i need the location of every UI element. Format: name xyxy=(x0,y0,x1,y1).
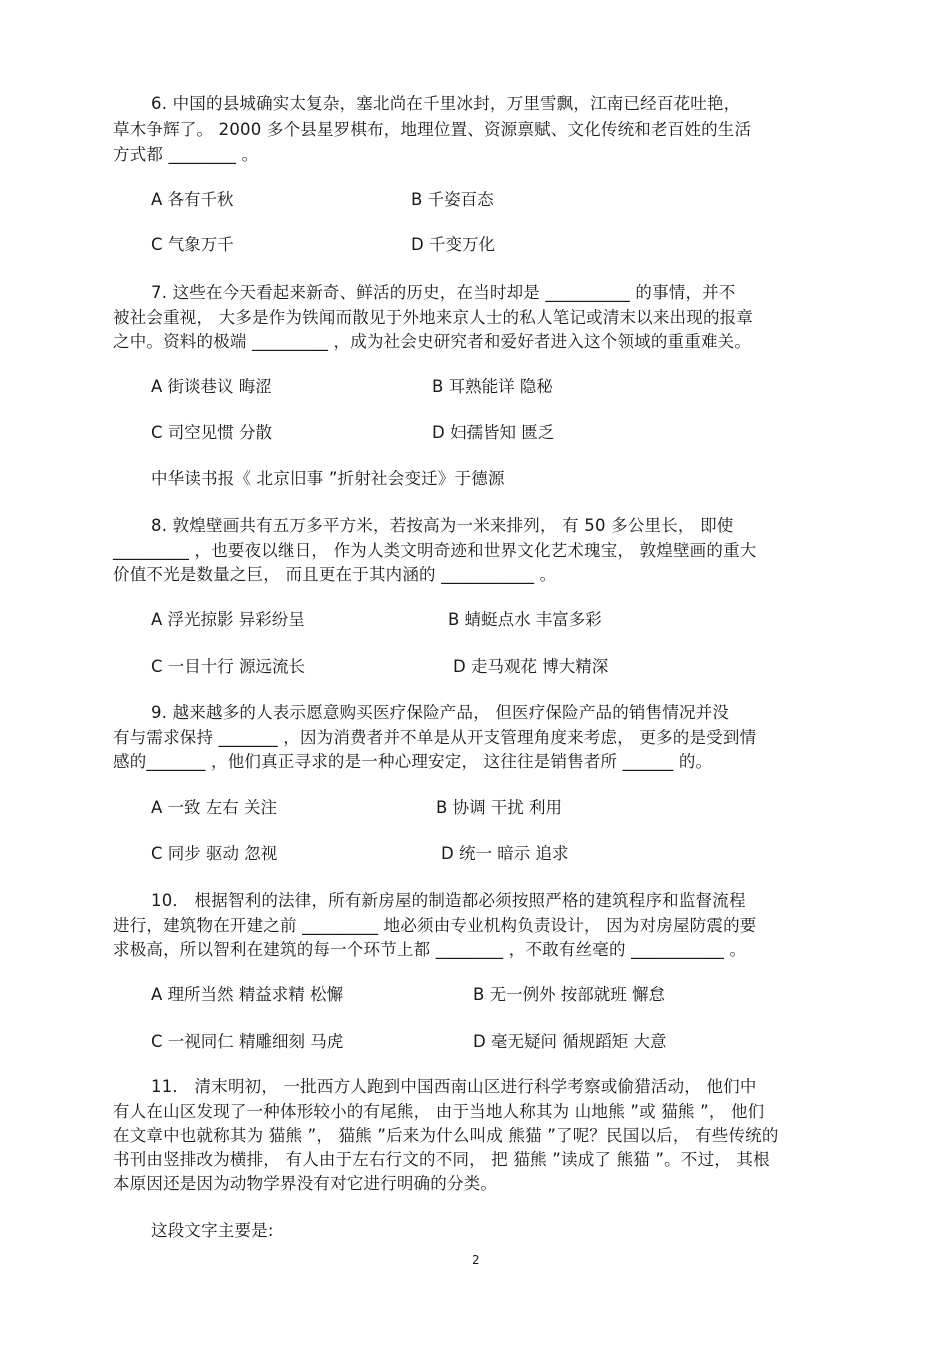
q9-line-1: 9. 越来越多的人表示愿意购买医疗保险产品， 但医疗保险产品的销售情况并没 xyxy=(151,703,730,722)
q7-source: 中华读书报《 北京旧事 ”折射社会变迁》于德源 xyxy=(151,469,505,488)
q9-line-3: 感的_______ ，他们真正寻求的是一种心理安定， 这往往是销售者所 ______ 的。 xyxy=(113,752,713,771)
q9-option-a: A 一致 左右 关注 xyxy=(151,798,278,817)
q6-option-b: B 千姿百态 xyxy=(411,190,494,209)
q8-line-3: 价值不光是数量之巨， 而且更在于其内涵的 ___________ 。 xyxy=(113,565,557,584)
q8-option-c: C 一目十行 源远流长 xyxy=(151,657,306,676)
q11-line-5: 本原因还是因为动物学界没有对它进行明确的分类。 xyxy=(113,1174,498,1193)
q6-option-c: C 气象万千 xyxy=(151,235,234,254)
q9-line-2: 有与需求保持 _______ ，因为消费者并不单是从开支管理角度来考虑， 更多的是受到情 xyxy=(113,728,757,747)
q11-line-3: 在文章中也就称其为 猫熊 ”， 猫熊 ”后来为什么叫成 熊猫 ”了呢？民国以后， 有些传统的 xyxy=(113,1126,779,1145)
q9-option-c: C 同步 驱动 忽视 xyxy=(151,844,278,863)
q7-line-3: 之中。资料的极端 _________ ，成为社会史研究者和爱好者进入这个领域的重重难关。 xyxy=(113,332,752,351)
q6-line-1: 6. 中国的县城确实太复杂，塞北尚在千里冰封，万里雪飘，江南已经百花吐艳， xyxy=(151,94,741,113)
q10-line-3: 求极高，所以智利在建筑的每一个环节上都 ________ ，不敢有丝毫的 ___________ 。 xyxy=(113,940,747,959)
q11-line-2: 有人在山区发现了一种体形较小的有尾熊， 由于当地人称其为 山地熊 ”或 猫熊 ”， 他们 xyxy=(113,1102,765,1121)
q7-option-a: A 街谈巷议 晦涩 xyxy=(151,377,272,396)
q10-option-a: A 理所当然 精益求精 松懈 xyxy=(151,985,344,1004)
q10-option-c: C 一视同仁 精雕细刻 马虎 xyxy=(151,1032,344,1051)
q11-line-4: 书刊由竖排改为横排， 有人由于左右行文的不同， 把 猫熊 ”读成了 熊猫 ”。不过， 其根 xyxy=(113,1150,770,1169)
q8-option-b: B 蜻蜓点水 丰富多彩 xyxy=(448,610,602,629)
q8-option-a: A 浮光掠影 异彩纷呈 xyxy=(151,610,305,629)
q11-prompt: 这段文字主要是: xyxy=(151,1221,274,1240)
q10-option-d: D 毫无疑问 循规蹈矩 大意 xyxy=(473,1032,667,1051)
q6-line-2: 草木争辉了。 2000 多个县星罗棋布，地理位置、资源禀赋、文化传统和老百姓的生活 xyxy=(113,120,752,139)
q11-line-1: 11． 清末明初， 一批西方人跑到中国西南山区进行科学考察或偷猎活动， 他们中 xyxy=(151,1077,757,1096)
q6-option-a: A 各有千秋 xyxy=(151,190,234,209)
q8-line-1: 8. 敦煌壁画共有五万多平方米，若按高为一米来排列， 有 50 多公里长， 即使 xyxy=(151,516,734,535)
q7-option-d: D 妇孺皆知 匮乏 xyxy=(432,423,555,442)
q10-line-2: 进行，建筑物在开建之前 _________ 地必须由专业机构负责设计， 因为对房屋防震的要 xyxy=(113,916,757,935)
page-number: 2 xyxy=(472,1253,480,1267)
q9-option-b: B 协调 干扰 利用 xyxy=(436,798,563,817)
q7-line-2: 被社会重视， 大多是作为铁闻而散见于外地来京人士的私人笔记或清末以来出现的报章 xyxy=(113,308,754,327)
q9-option-d: D 统一 暗示 追求 xyxy=(441,844,569,863)
q6-line-3: 方式都 ________ 。 xyxy=(113,145,259,164)
q7-option-b: B 耳熟能详 隐秘 xyxy=(432,377,553,396)
q7-option-c: C 司空见惯 分散 xyxy=(151,423,273,442)
q7-line-1: 7. 这些在今天看起来新奇、鲜活的历史，在当时却是 __________ 的事情，并不 xyxy=(151,283,736,302)
q6-option-d: D 千变万化 xyxy=(411,235,495,254)
q10-option-b: B 无一例外 按部就班 懈怠 xyxy=(473,985,666,1004)
q8-option-d: D 走马观花 博大精深 xyxy=(453,657,609,676)
q8-line-2: _________ ，也要夜以继日， 作为人类文明奇迹和世界文化艺术瑰宝， 敦煌壁画的重大 xyxy=(113,541,757,560)
q10-line-1: 10． 根据智利的法律，所有新房屋的制造都必须按照严格的建筑程序和监督流程 xyxy=(151,891,746,910)
